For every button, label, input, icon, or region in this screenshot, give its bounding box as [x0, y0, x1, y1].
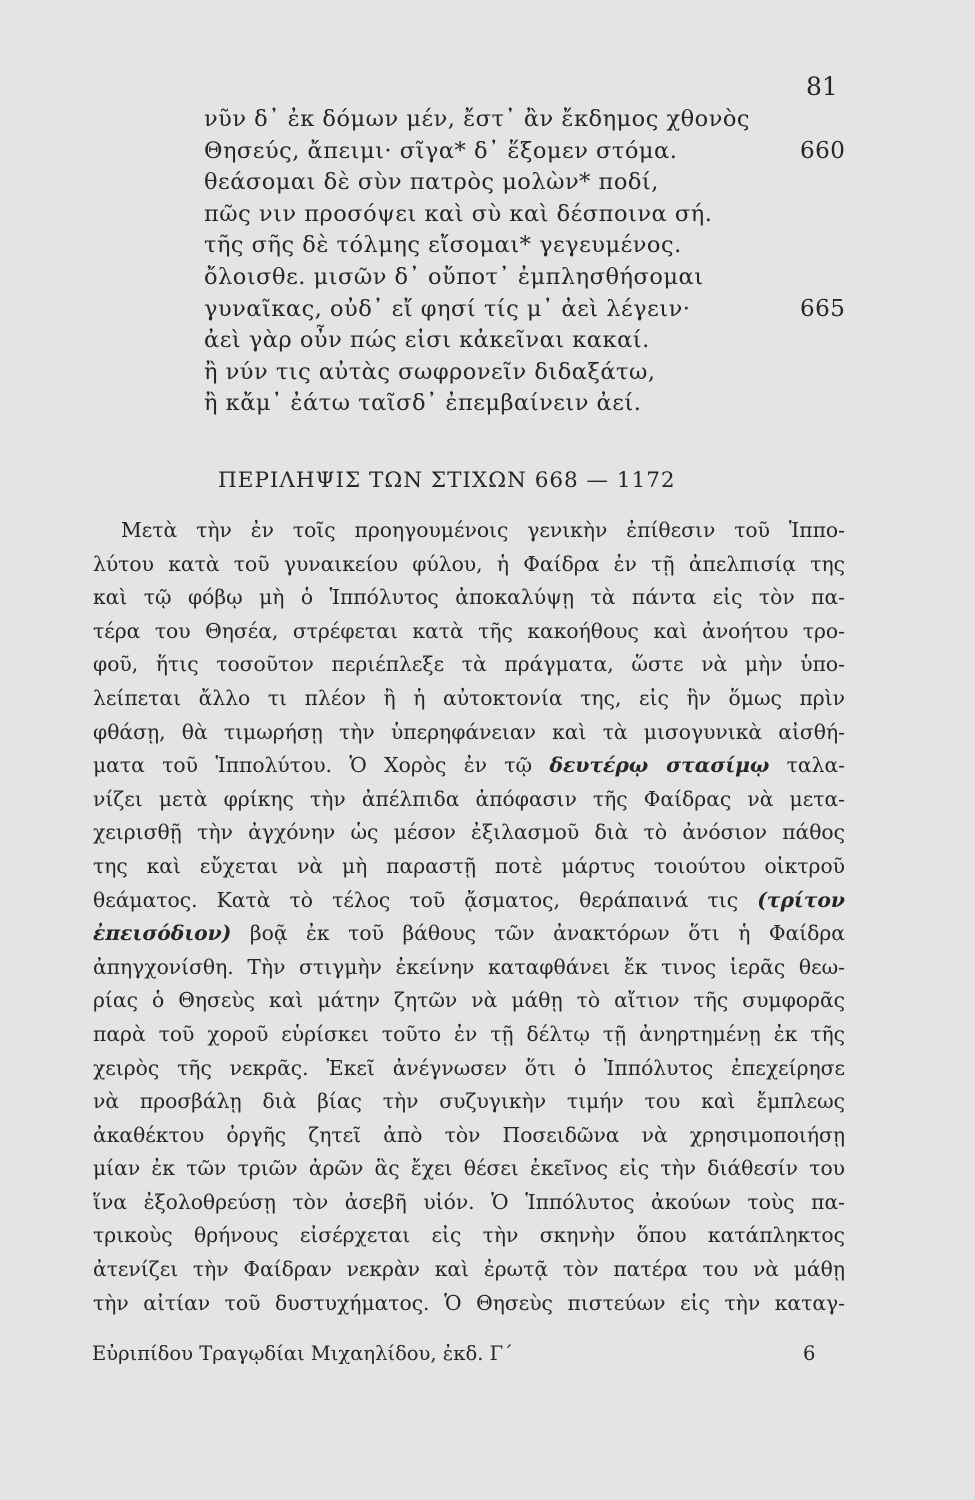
prose-text: τὴν αἰτίαν τοῦ δυστυχήματος. Ὁ Θησεὺς πιστεύων εἰς τὴν καταγ-: [93, 1290, 845, 1315]
verse-line: [204, 230, 844, 262]
verse-text: ἀεὶ γὰρ οὖν πώς εἰσι κἀκεῖναι κακαί.: [204, 327, 650, 354]
prose-text: χειρὸς τῆς νεκρᾶς. Ἐκεῖ ἀνέγνωσεν ὅτι ὁ Ἱππόλυτος ἐπεχείρησε: [93, 1055, 845, 1080]
prose-line: [93, 816, 845, 850]
verse-line: [204, 357, 844, 389]
prose-text: ἀτενίζει τὴν Φαίδραν νεκρὰν καὶ ἐρωτᾷ τὸν πατέρα του νὰ μάθῃ: [93, 1257, 845, 1282]
prose-text: ἀκαθέκτου ὀργῆς ζητεῖ ἀπὸ τὸν Ποσειδῶνα νὰ χρησιμοποιήσῃ: [93, 1122, 845, 1147]
prose-text: νὰ προσβάλῃ διὰ βίας τὴν συζυγικὴν τιμήν του καὶ ἔμπλεως: [93, 1089, 845, 1114]
verse-text: νῦν δ᾽ ἐκ δόμων μέν, ἔστ᾽ ἂν ἔκδημος χθονὸς: [204, 106, 751, 132]
verse-text: ἢ νύν τις αὐτὰς σωφρονεῖν διδαξάτω,: [204, 358, 656, 385]
emphasized-term: (τρίτον: [757, 887, 845, 912]
prose-line: [93, 917, 845, 951]
prose-line: [93, 783, 845, 817]
footer: [92, 1342, 852, 1365]
prose-text: ταλα-: [769, 753, 845, 778]
verse-line: [204, 167, 844, 199]
emphasized-term: ἐπεισόδιον): [93, 921, 232, 946]
prose-text: λύτου κατὰ τοῦ γυναικείου φύλου, ἡ Φαίδρα ἐν τῇ ἀπελπισίᾳ της: [93, 551, 845, 576]
prose-line: [93, 951, 845, 985]
signature-mark: 6: [803, 1342, 816, 1365]
page-number: 81: [806, 72, 838, 101]
prose-block: [93, 514, 845, 1320]
prose-text: φοῦ, ἥτις τοσοῦτον περιέπλεξε τὰ πράγματα, ὥστε νὰ μὴν ὑπο-: [93, 652, 845, 677]
prose-text: της καὶ εὔχεται νὰ μὴ παραστῇ ποτὲ μάρτυς τοιούτου οἰκτροῦ: [93, 853, 845, 878]
summary-heading: ΠΕΡΙΛΗΨΙΣ ΤΩΝ ΣΤΙΧΩΝ 668 — 1172: [218, 468, 676, 493]
emphasized-term: δευτέρῳ στασίμῳ: [549, 753, 770, 778]
verse-line: [204, 104, 844, 136]
prose-text: χειρισθῇ τὴν ἀγχόνην ὡς μέσον ἐξιλασμοῦ διὰ τὸ ἀνόσιον πάθος: [93, 820, 845, 845]
prose-text: τέρα του Θησέα, στρέφεται κατὰ τῆς κακοήθους καὶ ἀνοήτου τρο-: [93, 618, 845, 643]
prose-text: παρὰ τοῦ χοροῦ εὑρίσκει τοῦτο ἐν τῇ δέλτῳ τῇ ἀνηρτημένῃ ἐκ τῆς: [93, 1021, 845, 1046]
prose-text: λείπεται ἄλλο τι πλέον ἢ ἡ αὐτοκτονία της, εἰς ἣν ὅμως πρὶν: [93, 685, 845, 710]
prose-text: ματα τοῦ Ἱππολύτου. Ὁ Χορὸς ἐν τῷ: [93, 753, 550, 778]
prose-line: [93, 984, 845, 1018]
prose-line: [93, 884, 845, 918]
prose-text: θεάματος. Κατὰ τὸ τέλος τοῦ ᾄσματος, θεράπαινά τις: [93, 887, 758, 912]
prose-text: ρίας ὁ Θησεὺς καὶ μάτην ζητῶν νὰ μάθῃ τὸ αἴτιον τῆς συμφορᾶς: [93, 988, 845, 1013]
verse-text: πῶς νιν προσόψει καὶ σὺ καὶ δέσποινα σή.: [204, 200, 713, 227]
prose-line: [93, 1085, 845, 1119]
verse-text: ὄλοισθε. μισῶν δ᾽ οὔποτ᾽ ἐμπλησθήσομαι: [204, 263, 704, 290]
verse-text: Θησεύς, ἄπειμι· σῖγα* δ᾽ ἕξομεν στόμα.: [204, 137, 678, 164]
prose-line: [93, 682, 845, 716]
prose-line: [93, 581, 845, 615]
prose-text: ἀπηγχονίσθη. Τὴν στιγμὴν ἐκείνην καταφθάνει ἔκ τινος ἱερᾶς θεω-: [93, 954, 845, 979]
prose-text: νίζει μετὰ φρίκης τὴν ἀπέλπιδα ἀπόφασιν τῆς Φαίδρας νὰ μετα-: [93, 786, 845, 811]
prose-line: [93, 514, 845, 548]
prose-line: [93, 1186, 845, 1220]
verse-text: τῆς σῆς δὲ τόλμης εἴσομαι* γεγευμένος.: [204, 232, 682, 259]
verse-block: [204, 104, 844, 420]
prose-text: Μετὰ τὴν ἐν τοῖς προηγουμένοις γενικὴν ἐπίθεσιν τοῦ Ἱππο-: [121, 518, 845, 542]
prose-line: [93, 1018, 845, 1052]
prose-text: τρικοὺς θρήνους εἰσέρχεται εἰς τὴν σκηνὴν ὅπου κατάπληκτος: [93, 1223, 845, 1248]
verse-line: [204, 294, 844, 326]
prose-line: [93, 1219, 845, 1253]
prose-text: φθάσῃ, θὰ τιμωρήσῃ τὴν ὑπερηφάνειαν καὶ τὰ μισογυνικὰ αἰσθή-: [93, 719, 845, 744]
prose-text: ἵνα ἐξολοθρεύσῃ τὸν ἀσεβῆ υἱόν. Ὁ Ἱππόλυτος ἀκούων τοὺς πα-: [93, 1189, 845, 1214]
footer-title: Εὐριπίδου Τραγῳδίαι Μιχαηλίδου, ἐκδ. Γ´: [92, 1342, 513, 1365]
prose-line: [93, 548, 845, 582]
line-number: 665: [800, 295, 846, 322]
prose-line: [93, 749, 845, 783]
line-number: 660: [800, 137, 846, 164]
prose-line: [93, 716, 845, 750]
prose-line: [93, 648, 845, 682]
prose-line: [93, 1052, 845, 1086]
verse-text: γυναῖκας, οὐδ᾽ εἴ φησί τίς μ᾽ ἀεὶ λέγειν·: [204, 295, 691, 322]
prose-text: καὶ τῷ φόβῳ μὴ ὁ Ἱππόλυτος ἀποκαλύψῃ τὰ πάντα εἰς τὸν πα-: [93, 585, 845, 610]
verse-text: ἢ κἄμ᾽ ἐάτω ταῖσδ᾽ ἐπεμβαίνειν ἀεί.: [204, 390, 642, 417]
prose-text: μίαν ἐκ τῶν τριῶν ἀρῶν ἃς ἔχει θέσει ἐκεῖνος εἰς τὴν διάθεσίν του: [93, 1156, 845, 1181]
prose-line: [93, 1152, 845, 1186]
verse-line: [204, 136, 844, 168]
verse-text: θεάσομαι δὲ σὺν πατρὸς μολὼν* ποδί,: [204, 169, 659, 196]
verse-line: [204, 388, 844, 420]
verse-line: [204, 199, 844, 231]
prose-line: [93, 1119, 845, 1153]
prose-line: [93, 1287, 845, 1321]
prose-line: [93, 850, 845, 884]
prose-line: [93, 1253, 845, 1287]
verse-line: [204, 262, 844, 294]
prose-line: [93, 615, 845, 649]
verse-line: [204, 325, 844, 357]
prose-text: βοᾷ ἐκ τοῦ βάθους τῶν ἀνακτόρων ὅτι ἡ Φαίδρα: [231, 921, 845, 946]
